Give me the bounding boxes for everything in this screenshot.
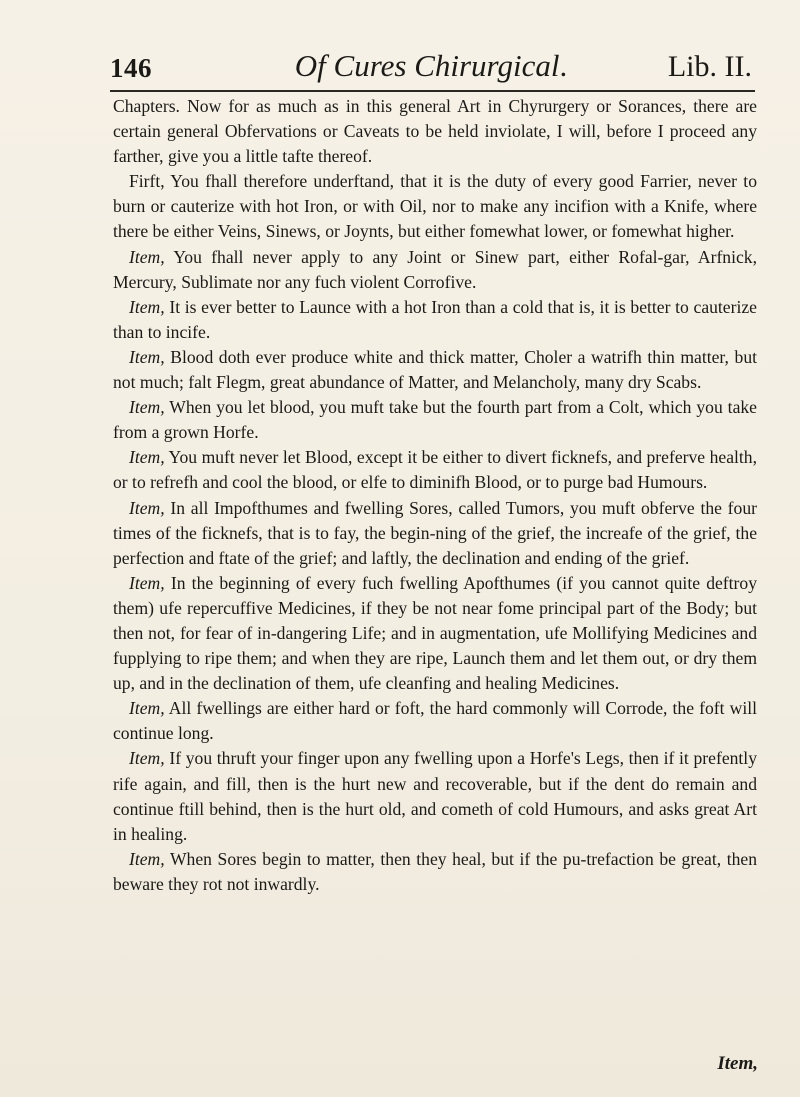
paragraph: Firft, You fhall therefore underftand, that it is the duty of every good Farrier, never to burn or cauterize with hot Iron, or with Oil, nor to make any incifion with a Knife, where there be either Veins, Sinews, or Joynts, but either fomewhat lower, or fomewhat higher. <box>113 171 757 242</box>
paragraph: Item, Blood doth ever produce white and thick matter, Choler a watrifh thin matter, but not much; falt Flegm, great abundance of Matter, and Melancholy, many dry Scabs. <box>113 346 757 393</box>
paragraph: Item, In all Impofthumes and fwelling Sores, called Tumors, you muft obferve the four times of the ficknefs, that is to fay, the begin-ning of the grief, the increafe of the grief, the perfection and ftate of the grief; and laftly, the declination and ending of the grief. <box>113 497 757 568</box>
paragraph: Item, You fhall never apply to any Joint or Sinew part, either Rofal-gar, Arfnick, Mercury, Sublimate nor any fuch violent Corrofive. <box>113 246 757 292</box>
item-label: Item, <box>129 246 165 267</box>
item-label: Item, <box>129 346 165 367</box>
item-label: Item, <box>129 572 165 593</box>
item-label: Item, <box>129 447 165 468</box>
paragraph: Item, You muft never let Blood, except it be either to divert ficknefs, and preferve health, or to refrefh and cool the blood, or elfe to diminifh Blood, or to purge bad Humours. <box>113 447 757 493</box>
running-title <box>230 48 632 84</box>
paragraph: Item, All fwellings are either hard or foft, the hard commonly will Corrode, the foft will continue long. <box>113 698 757 744</box>
header-rule <box>110 90 755 92</box>
item-label: Item, <box>129 848 165 869</box>
paragraph: Item, It is ever better to Launce with a hot Iron than a cold that is, it is better to cauterize than to incife. <box>113 296 757 342</box>
item-label: Item, <box>129 748 165 769</box>
running-title-period: . <box>559 48 568 83</box>
paragraph: Item, When Sores begin to matter, then they heal, but if the pu-trefaction be great, then beware they rot not inwardly. <box>113 848 757 894</box>
body-text <box>113 94 757 897</box>
running-header <box>110 36 752 84</box>
book-number: Lib. II. <box>667 50 752 83</box>
page-number: 146 <box>110 53 152 83</box>
item-label: Item, <box>129 397 165 418</box>
item-label: Item, <box>129 698 165 719</box>
paragraph: Item, If you thruft your finger upon any fwelling upon a Horfe's Legs, then if it prefently rife again, and fill, then is the hurt new and recoverable, but if the dent do remain and continue ftill behind, then is the hurt old, and cometh of cold Humours, and asks great Art in healing. <box>113 748 757 844</box>
paragraph: Chapters. Now for as much as in this general Art in Chyrurgery or Sorances, there are certain general Obfervations or Caveats to be held inviolate, I will, before I proceed any farther, give you a little tafte thereof. <box>113 96 757 167</box>
item-label: Item, <box>129 497 165 518</box>
paragraph: Item, In the beginning of every fuch fwelling Apofthumes (if you cannot quite deftroy them) ufe repercuffive Medicines, if they be not near fome principal part of the Body; but then not, for fear of in-dangering Life; and in augmentation, ufe Mollifying Medicines and fupplying to ripe them; and when they are ripe, Launch them and let them out, or dry them up, and in the declination of them, ufe cleanfing and healing Medicines. <box>113 572 757 694</box>
catchword: Item, <box>717 1053 758 1074</box>
item-label: Item, <box>129 296 165 317</box>
paragraph: Item, When you let blood, you muft take but the fourth part from a Colt, which you take from a grown Horfe. <box>113 397 757 443</box>
running-title-text: Of Cures Chirurgical <box>294 48 560 83</box>
